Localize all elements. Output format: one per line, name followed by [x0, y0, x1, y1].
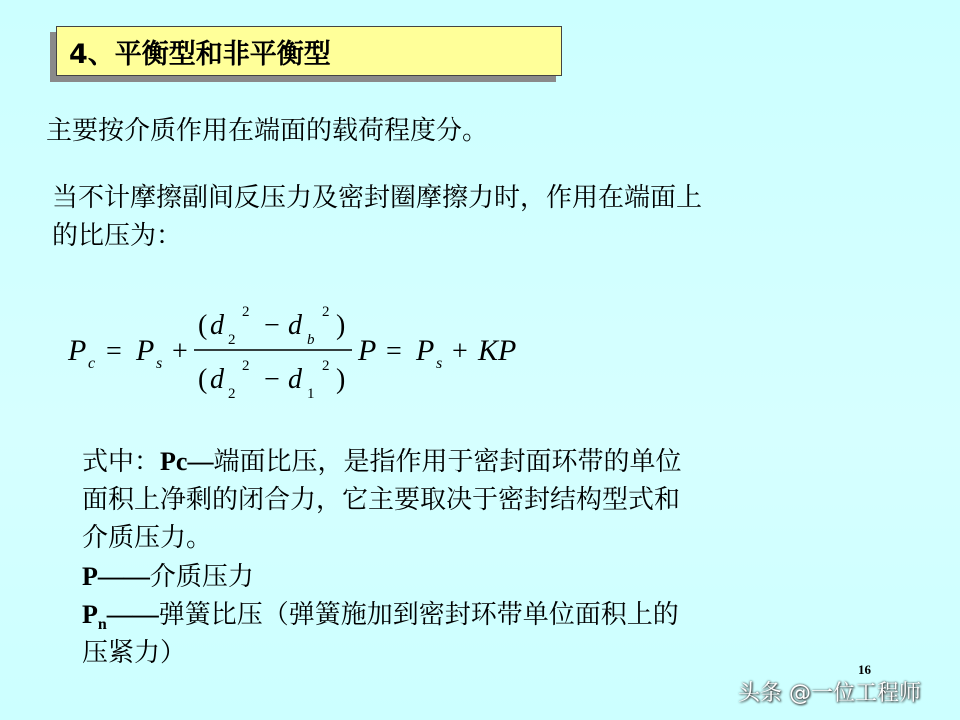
- definition-p: [82, 558, 254, 596]
- num-d2: d: [210, 310, 224, 341]
- condition-line-1: 当不计摩擦副间反压力及密封圈摩擦力时，作用在端面上: [52, 183, 703, 213]
- formula-P-c: P: [68, 334, 87, 367]
- definition-pn-line-2: 压紧力）: [82, 638, 187, 668]
- condition-line-2: 的比压为：: [52, 221, 183, 251]
- num-db: d: [288, 310, 302, 341]
- definition-term-pn-dash: ——: [106, 600, 159, 629]
- definition-term-pc: Pc—: [160, 447, 214, 476]
- num-db-sup: 2: [322, 304, 330, 320]
- page-number: 16: [858, 662, 871, 677]
- formula-svg: [60, 300, 620, 410]
- den-d2-sub: 2: [228, 386, 236, 402]
- num-d2-sub: 2: [228, 332, 236, 348]
- den-d2: d: [210, 364, 224, 395]
- definition-pc-text: 端面比压，是指作用于密封面环带的单位: [213, 447, 682, 477]
- definition-term-pn: P: [82, 600, 98, 629]
- den-d1: d: [288, 364, 302, 395]
- formula-P-s: P: [136, 334, 155, 367]
- formula-P-s-2: P: [416, 334, 435, 367]
- den-d1-sup: 2: [322, 358, 330, 374]
- num-rparen: ): [336, 310, 346, 341]
- definition-term-pn-sub: n: [97, 616, 107, 634]
- intro-text: 主要按介质作用在端面的载荷程度分。: [46, 116, 489, 146]
- slide-title: 4、平衡型和非平衡型: [69, 38, 331, 70]
- watermark: 头条 @一位工程师: [738, 681, 921, 706]
- definition-term-p: P——: [82, 562, 150, 591]
- den-rparen: ): [336, 364, 346, 395]
- pressure-formula: [60, 300, 620, 410]
- definition-pn-text: 弹簧比压（弹簧施加到密封环带单位面积上的: [158, 600, 679, 630]
- formula-P: P: [358, 334, 377, 367]
- formula-plus-2: +: [452, 336, 468, 367]
- formula-sub-s: s: [156, 355, 163, 372]
- definition-line-1: [82, 443, 681, 481]
- num-d2-sup: 2: [242, 304, 250, 320]
- num-lparen: (: [198, 310, 208, 341]
- definition-p-text: 介质压力: [149, 562, 254, 592]
- num-minus: −: [264, 310, 280, 341]
- num-db-sub: b: [307, 332, 315, 348]
- slide-title-box: [56, 26, 562, 76]
- formula-KP: KP: [478, 334, 517, 367]
- formula-plus-1: +: [172, 336, 188, 367]
- den-lparen: (: [198, 364, 208, 395]
- den-d1-sub: 1: [307, 386, 315, 402]
- definition-line-2: 面积上净剩的闭合力，它主要取决于密封结构型式和: [82, 485, 681, 515]
- den-minus: −: [264, 364, 280, 395]
- formula-eq-1: =: [106, 336, 122, 367]
- formula-sub-c: c: [88, 355, 96, 372]
- formula-eq-2: =: [386, 336, 402, 367]
- formula-sub-s-2: s: [436, 355, 443, 372]
- den-d2-sup: 2: [242, 358, 250, 374]
- definition-line-3: 介质压力。: [82, 523, 213, 553]
- definition-prefix: 式中：: [82, 447, 161, 477]
